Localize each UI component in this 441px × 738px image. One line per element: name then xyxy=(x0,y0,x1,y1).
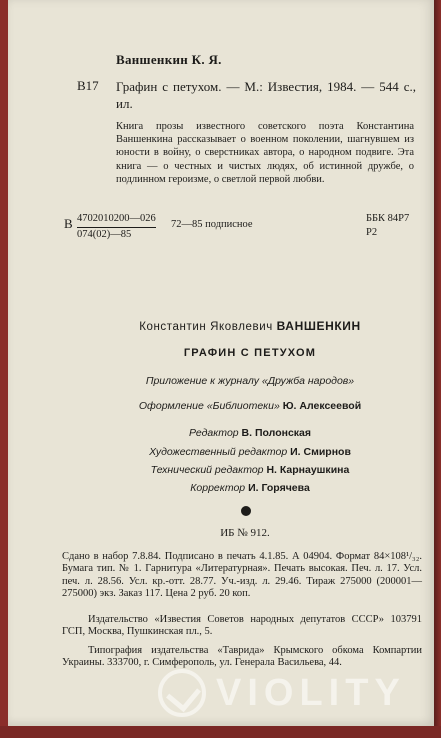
book-title: ГРАФИН С ПЕТУХОМ xyxy=(183,347,317,359)
card-author: Ваншенкин К. Я. xyxy=(116,52,222,67)
credit-role: Художественный редактор xyxy=(149,446,288,458)
bbk-code xyxy=(366,212,409,240)
card-b-letter: В xyxy=(64,216,73,231)
credit-name: Н. Карнаушкина xyxy=(266,464,350,476)
card-biblio: Графин с петухом. — М.: Известия, 1984. — 544 с., ил. xyxy=(116,79,416,111)
fraction-top: 4702010200—026 xyxy=(77,212,156,228)
watermark-logo-icon xyxy=(158,669,206,717)
credit-name: В. Полонская xyxy=(241,427,312,439)
watermark xyxy=(158,665,406,721)
credit-proofreader xyxy=(90,482,410,494)
supplement-line: Приложение к журналу «Дружба народов» xyxy=(145,375,355,387)
printer-text: Типография издательства «Таврида» Крымского обкома Компартии Украины. 333700, г. Симферополь, ул. Генерала Васильева, 44. xyxy=(62,645,422,669)
design-line xyxy=(100,400,400,412)
imprint-text: Сдано в набор 7.8.84. Подписано в печать 4.1.85. А 04904. Формат 84×108¹/₃₂. Бумага тип. № 1. Гарнитура «Литературная». Печать высокая. Печ. л. 17. Усл. печ. л. 28.56. Усл. кр.-отт. 28.77. Уч.-изд. л. 29.46. Тираж 275000 (200001—275000) экз. Заказ 117. Цена 2 руб. 20 коп. xyxy=(62,551,422,600)
author-given-names: Константин Яковлевич xyxy=(139,321,273,333)
credit-name: И. Смирнов xyxy=(290,446,351,458)
publisher-text: Издательство «Известия Советов народных депутатов СССР» 103791 ГСП, Москва, Пушкинская пл., 5. xyxy=(62,614,422,638)
credit-role: Корректор xyxy=(190,482,246,494)
author-surname: ВАНШЕНКИН xyxy=(276,319,361,333)
fraction-right: 72—85 подписное xyxy=(171,219,253,230)
credit-role: Редактор xyxy=(188,427,239,439)
bbk-line-2: Р2 xyxy=(366,227,378,238)
credit-name: И. Горячева xyxy=(248,482,310,494)
card-code: В17 xyxy=(77,78,99,93)
book-cover-bottom xyxy=(0,726,441,738)
bullet-dot-icon xyxy=(241,506,251,516)
watermark-text: VIOLITY xyxy=(216,671,406,714)
credit-editor xyxy=(90,427,410,439)
book-cover-edge xyxy=(434,0,441,738)
design-name: Ю. Алексеевой xyxy=(282,400,362,412)
card-annotation: Книга прозы известного советского поэта Константина Ваншенкина рассказывает о военном поколении, шагнувшем из юности в войну, о сверстниках автора, о народном подвиге. Эта книга — о честных и чистых людях, об истинной дружбе, о подлинном героизме, о светлой первой любви. xyxy=(116,121,414,185)
ib-number: ИБ № 912. xyxy=(220,527,270,539)
book-author xyxy=(100,319,400,333)
credit-tech-editor xyxy=(90,464,410,476)
credit-art-editor xyxy=(90,446,410,458)
bbk-line-1: ББК 84Р7 xyxy=(366,213,410,224)
credit-role: Технический редактор xyxy=(150,464,264,476)
design-label: Оформление «Библиотеки» xyxy=(138,400,280,412)
card-fraction xyxy=(77,212,156,242)
fraction-bottom: 074(02)—85 xyxy=(77,229,132,240)
